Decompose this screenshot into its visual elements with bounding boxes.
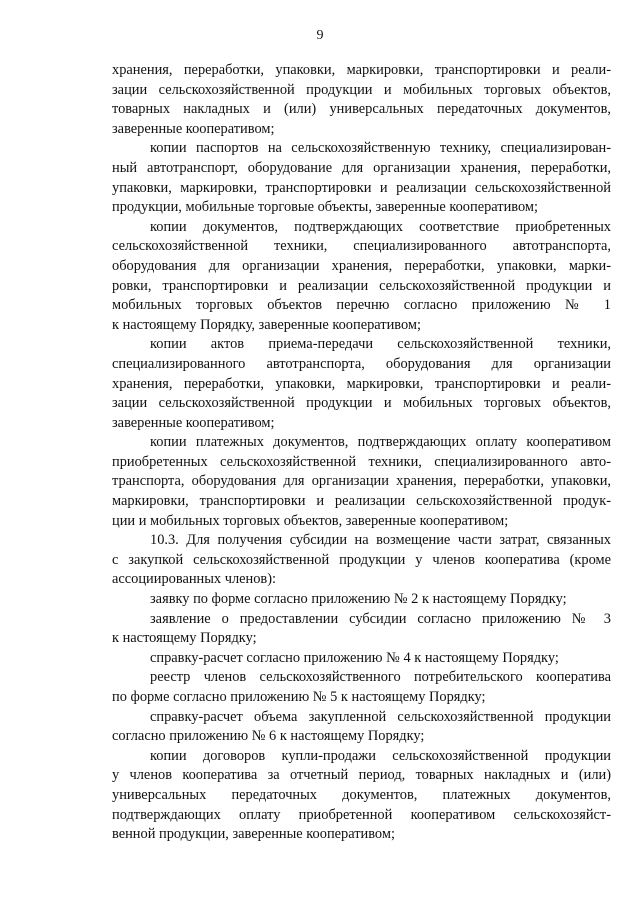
text-line: специализированного автотранспорта, оборудования для организации — [112, 355, 611, 372]
text-line: хранения, переработки, упаковки, маркировки, транспортировки и реали- — [112, 375, 611, 392]
text-line: ровки, транспортировки и реализации сельскохозяйственной продукции и — [112, 277, 611, 294]
text-line: сельскохозяйственной техники, специализированного автотранспорта, — [112, 238, 611, 255]
text-line: продукции, мобильные торговые объекты, заверенные кооперативом; — [112, 199, 538, 216]
text-line: копии платежных документов, подтверждающих оплату кооперативом — [150, 434, 611, 451]
text-line: справку-расчет объема закупленной сельскохозяйственной продукции — [150, 708, 611, 725]
text-line: копии договоров купли-продажи сельскохозяйственной продукции — [150, 747, 611, 764]
text-line: венной продукции, заверенные кооперативом; — [112, 826, 395, 843]
text-line: транспорта, оборудования для организации хранения, переработки, упаковки, — [112, 473, 611, 490]
text-line: к настоящему Порядку, заверенные кооперативом; — [112, 316, 422, 333]
text-line: маркировки, транспортировки и реализации сельскохозяйственной продук- — [112, 493, 611, 510]
text-line: ассоциированных членов): — [112, 571, 276, 588]
text-line: заверенные кооперативом; — [112, 414, 275, 431]
text-line: приобретенных сельскохозяйственной техники, специализированного авто- — [112, 453, 611, 470]
text-line: подтверждающих оплату приобретенной кооперативом сельскохозяйст- — [112, 806, 611, 823]
text-line: зации сельскохозяйственной продукции и мобильных торговых объектов, — [112, 395, 611, 412]
text-line: заявку по форме согласно приложению № 2 к настоящему Порядку; — [150, 591, 567, 608]
text-line: 10.3. Для получения субсидии на возмещение части затрат, связанных — [150, 532, 611, 549]
text-line: хранения, переработки, упаковки, маркировки, транспортировки и реали- — [112, 62, 611, 78]
text-line: зации сельскохозяйственной продукции и мобильных торговых объектов, — [112, 81, 611, 98]
text-line: согласно приложению № 6 к настоящему Порядку; — [112, 728, 425, 745]
text-line: оборудования для организации хранения, переработки, упаковки, марки- — [112, 257, 611, 274]
text-line: по форме согласно приложению № 5 к настоящему Порядку; — [112, 689, 486, 705]
text-line: к настоящему Порядку; — [112, 630, 257, 647]
text-line: ный автотранспорт, оборудование для организации хранения, переработки, — [112, 159, 611, 176]
text-line: универсальных передаточных документов, платежных документов, — [112, 786, 611, 803]
document-body — [112, 61, 611, 845]
text-line: товарных накладных и (или) универсальных передаточных документов, — [112, 101, 611, 118]
text-line: заверенные кооперативом; — [112, 120, 275, 137]
text-line: ции и мобильных торговых объектов, заверенные кооперативом; — [112, 512, 509, 529]
text-line: копии актов приема-передачи сельскохозяйственной техники, — [150, 336, 611, 353]
text-line: копии паспортов на сельскохозяйственную технику, специализирован- — [150, 140, 611, 157]
text-line: у членов кооператива за отчетный период, товарных накладных и (или) — [112, 767, 611, 784]
text-line: упаковки, маркировки, транспортировки и реализации сельскохозяйственной — [112, 179, 611, 196]
text-line: с закупкой сельскохозяйственной продукции у членов кооператива (кроме — [112, 551, 611, 568]
text-line: копии документов, подтверждающих соответствие приобретенных — [150, 218, 611, 235]
text-line: справку-расчет согласно приложению № 4 к настоящему Порядку; — [150, 649, 559, 666]
text-line: заявление о предоставлении субсидии согласно приложению № 3 — [150, 610, 611, 627]
text-line: реестр членов сельскохозяйственного потребительского кооператива — [150, 669, 611, 686]
page-number: 9 — [316, 28, 324, 43]
text-line: мобильных торговых объектов перечню согласно приложению № 1 — [112, 297, 611, 314]
